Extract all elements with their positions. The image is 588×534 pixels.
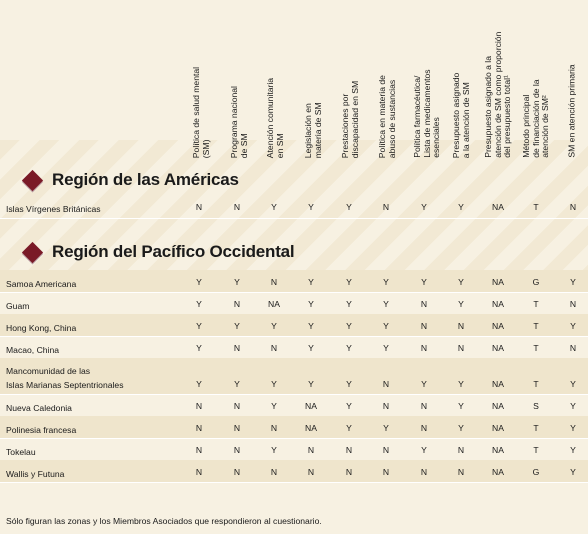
table-cell: Y	[570, 321, 576, 331]
diamond-bullet-icon	[22, 169, 43, 190]
row-divider	[0, 482, 588, 483]
table-cell: N	[420, 423, 428, 433]
row-label: Islas Vírgenes Británicas	[6, 204, 101, 214]
table-cell: T	[533, 321, 539, 331]
table-cell: N	[420, 321, 428, 331]
table-cell: N	[382, 379, 390, 389]
table-cell: Y	[458, 299, 464, 309]
table-cell: N	[382, 467, 390, 477]
region-heading-western-pacific	[22, 241, 294, 263]
table-cell: N	[345, 467, 353, 477]
row-label: Tokelau	[6, 447, 36, 457]
table-cell: T	[533, 423, 539, 433]
table-cell: Y	[383, 321, 389, 331]
table-cell: Y	[421, 379, 427, 389]
table-cell: Y	[458, 202, 464, 212]
table-cell: N	[457, 343, 465, 353]
column-header: Atención comunitaria en SM	[265, 77, 285, 158]
table-cell: T	[533, 343, 539, 353]
table-cell: Y	[383, 423, 389, 433]
column-header: Método principal de financiación de la atención de SM²	[521, 79, 551, 158]
table-cell: Y	[346, 277, 352, 287]
table-cell: NA	[492, 343, 504, 353]
table-cell: Y	[196, 299, 202, 309]
table-cell: Y	[308, 202, 314, 212]
column-header: Prestaciones por discapacidad en SM	[340, 80, 360, 158]
row-label: Guam	[6, 301, 30, 311]
table-cell: N	[195, 467, 203, 477]
table-cell: N	[233, 423, 241, 433]
table-cell: N	[420, 467, 428, 477]
table-cell: Y	[308, 299, 314, 309]
table-cell: Y	[570, 423, 576, 433]
table-cell: N	[233, 401, 241, 411]
table-row	[0, 394, 588, 416]
table-cell: N	[569, 202, 577, 212]
table-cell: N	[270, 467, 278, 477]
row-label: Polinesia francesa	[6, 425, 77, 435]
table-cell: T	[533, 202, 539, 212]
table-cell: NA	[268, 299, 280, 309]
table-cell: Y	[196, 277, 202, 287]
table-cell: Y	[421, 277, 427, 287]
table-row	[0, 358, 588, 394]
table-cell: Y	[458, 401, 464, 411]
footnote: Sólo figuran las zonas y los Miembros Asociados que respondieron al cuestionario.	[6, 516, 322, 526]
table-cell: N	[233, 445, 241, 455]
table-row	[0, 198, 588, 218]
table-cell: Y	[196, 343, 202, 353]
column-header: Política en materia de abuso de sustancias	[377, 74, 397, 158]
table-cell: N	[195, 445, 203, 455]
table-cell: N	[195, 423, 203, 433]
table-cell: N	[270, 277, 278, 287]
row-label: Wallis y Futuna	[6, 469, 65, 479]
column-header: SM en atención primaria	[566, 64, 576, 158]
column-headers	[0, 0, 588, 158]
column-header: Presupuesto asignado a la atención de SM como proporción del presupuesto total¹	[483, 31, 513, 158]
table-cell: NA	[492, 299, 504, 309]
table-cell: Y	[234, 321, 240, 331]
table-cell: Y	[196, 321, 202, 331]
row-label: Samoa Americana	[6, 279, 77, 289]
table-cell: N	[382, 401, 390, 411]
table-cell: Y	[421, 445, 427, 455]
table-row	[0, 336, 588, 358]
table-cell: Y	[271, 321, 277, 331]
table-cell: N	[569, 343, 577, 353]
table-row	[0, 270, 588, 292]
table-cell: Y	[271, 379, 277, 389]
table-cell: Y	[271, 401, 277, 411]
table-cell: Y	[383, 277, 389, 287]
table-cell: NA	[492, 321, 504, 331]
table-row	[0, 460, 588, 482]
table-cell: Y	[196, 379, 202, 389]
table-cell: N	[233, 299, 241, 309]
table-cell: Y	[383, 299, 389, 309]
table-cell: NA	[492, 467, 504, 477]
table-cell: Y	[383, 343, 389, 353]
table-cell: N	[195, 401, 203, 411]
row-label: Macao, China	[6, 345, 60, 355]
table-cell: Y	[234, 277, 240, 287]
table-cell: N	[233, 343, 241, 353]
table-cell: G	[532, 467, 540, 477]
table-cell: N	[270, 423, 278, 433]
table-cell: NA	[492, 445, 504, 455]
table-cell: Y	[271, 202, 277, 212]
table-cell: N	[233, 467, 241, 477]
table-cell: Y	[458, 277, 464, 287]
table-cell: N	[420, 401, 428, 411]
table-cell: N	[382, 445, 390, 455]
table-cell: Y	[570, 401, 576, 411]
table-cell: Y	[346, 299, 352, 309]
table-cell: Y	[346, 401, 352, 411]
table-cell: Y	[234, 379, 240, 389]
table-cell: Y	[458, 379, 464, 389]
table-cell: N	[457, 445, 465, 455]
column-header: Política de salud mental (SM)	[191, 66, 211, 158]
diamond-bullet-icon	[22, 241, 43, 262]
table-cell: N	[345, 445, 353, 455]
table-cell: N	[569, 299, 577, 309]
table-cell: NA	[305, 423, 317, 433]
table-cell: N	[195, 202, 203, 212]
row-divider	[0, 218, 588, 219]
column-header: Política farmacéutica/ Lista de medicamentos esenciales	[412, 69, 442, 158]
table-cell: Y	[308, 379, 314, 389]
table-cell: Y	[570, 467, 576, 477]
column-header: Legislación en materia de SM	[303, 102, 323, 158]
table-cell: NA	[492, 401, 504, 411]
table-cell: T	[533, 299, 539, 309]
row-label: Mancomunidad de las Islas Marianas Septentrionales	[6, 366, 124, 390]
table-row	[0, 292, 588, 314]
table-row	[0, 416, 588, 438]
table-cell: NA	[305, 401, 317, 411]
table-cell: NA	[492, 202, 504, 212]
table-cell: NA	[492, 277, 504, 287]
table-cell: Y	[570, 277, 576, 287]
table-cell: N	[382, 202, 390, 212]
table-cell: Y	[421, 202, 427, 212]
table-cell: Y	[308, 343, 314, 353]
table-cell: N	[457, 467, 465, 477]
table-cell: N	[233, 202, 241, 212]
region-title: Región de las Américas	[52, 170, 239, 189]
table-cell: S	[533, 401, 539, 411]
table-cell: Y	[458, 423, 464, 433]
table-cell: N	[307, 445, 315, 455]
row-label: Hong Kong, China	[6, 323, 77, 333]
table-cell: N	[420, 299, 428, 309]
table-cell: N	[420, 343, 428, 353]
table-cell: Y	[570, 379, 576, 389]
table-cell: Y	[346, 343, 352, 353]
table-cell: G	[532, 277, 540, 287]
table-cell: Y	[308, 321, 314, 331]
table-cell: N	[270, 343, 278, 353]
table-cell: NA	[492, 423, 504, 433]
table-cell: N	[307, 467, 315, 477]
table-cell: T	[533, 445, 539, 455]
table-cell: Y	[570, 445, 576, 455]
table-row	[0, 314, 588, 336]
table-cell: Y	[346, 379, 352, 389]
table-cell: Y	[346, 423, 352, 433]
table-cell: Y	[346, 321, 352, 331]
table-cell: Y	[271, 445, 277, 455]
table-cell: Y	[308, 277, 314, 287]
region-title: Región del Pacífico Occidental	[52, 242, 295, 261]
column-header: Presupuesto asignado a la atención de SM	[451, 72, 471, 158]
table-cell: Y	[346, 202, 352, 212]
region-heading-americas	[22, 169, 239, 191]
row-label: Nueva Caledonia	[6, 403, 72, 413]
table-row	[0, 438, 588, 460]
table-cell: T	[533, 379, 539, 389]
table-cell: N	[457, 321, 465, 331]
column-header: Programa nacional de SM	[229, 85, 249, 158]
table-cell: NA	[492, 379, 504, 389]
